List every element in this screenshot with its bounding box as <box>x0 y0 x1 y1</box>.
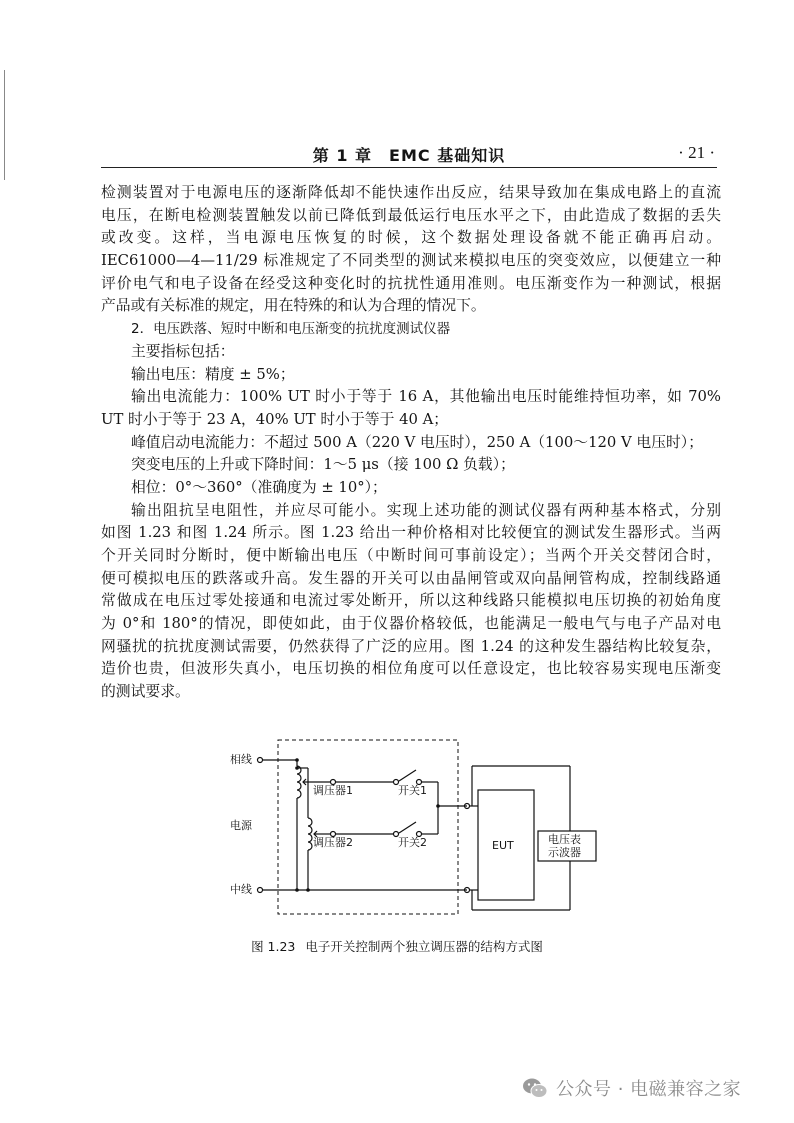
text-line: UT 时小于等于 23 A，40% UT 时小于等于 40 A； <box>101 410 449 428</box>
text-line: IEC61000—4—11/29 标准规定了不同类型的测试来模拟电压的突变效应，以便建立一种 <box>101 252 721 270</box>
text-line: 产品或有关标准的规定，用在特殊的和认为合理的情况下。 <box>101 297 486 315</box>
label-phase-line: 相线 <box>230 753 252 766</box>
text-line: 输出电压：精度 ± 5%； <box>131 365 295 383</box>
watermark <box>522 1073 741 1103</box>
text-line: 相位：0°～360°（准确度为 ± 10°）； <box>131 478 387 496</box>
page-number: · 21 · <box>678 143 715 162</box>
text-line: 如图 1.23 和图 1.24 所示。图 1.23 给出一种价格相对比较便宜的测试发生器形式。当两 <box>101 524 721 542</box>
label-voltmeter: 电压表 <box>548 833 581 846</box>
chapter-title: 第 1 章 EMC 基础知识 <box>312 146 506 165</box>
text-line: 常做成在电压过零处接通和电流过零处断开，所以这种线路只能模拟电压切换的初始角度 <box>101 592 721 610</box>
body-text <box>101 182 721 704</box>
text-line: 造价也贵，但波形失真小，电压切换的相位角度可以任意设定，也比较容易实现电压渐变 <box>101 660 721 678</box>
text-line: 电压，在断电检测装置触发以前已降低到最低运行电压水平之下，由此造成了数据的丢失 <box>101 206 721 224</box>
label-regulator-1: 调压器1 <box>313 784 353 797</box>
wechat-icon <box>522 1077 548 1099</box>
text-line: 评价电气和电子设备在经受这种变化时的抗扰性通用准则。电压渐变作为一种测试，根据 <box>101 274 721 292</box>
text-line: 个开关同时分断时，便中断输出电压（中断时间可事前设定）；当两个开关交替闭合时， <box>101 547 721 564</box>
label-regulator-2: 调压器2 <box>313 836 353 849</box>
caption-text: 电子开关控制两个独立调压器的结构方式图 <box>305 939 543 954</box>
caption-number: 图 1.23 <box>251 939 296 954</box>
text-line: 主要指标包括： <box>131 342 235 360</box>
figure-caption <box>0 937 794 955</box>
text-line: 为 0°和 180°的情况，即使如此，由于仪器价格较低，也能满足一般电气与电子产品对电 <box>101 615 721 633</box>
text-line: 的测试要求。 <box>101 683 190 701</box>
text-line: 检测装置对于电源电压的逐渐降低却不能快速作出反应，结果导致加在集成电路上的直流 <box>101 184 721 201</box>
label-switch-2: 开关2 <box>398 836 427 849</box>
text-line: 或改变。这样，当电源电压恢复的时候，这个数据处理设备就不能正确再启动。 <box>101 229 721 247</box>
text-line: 突变电压的上升或下降时间：1～5 μs（接 100 Ω 负载）； <box>131 456 515 474</box>
label-eut: EUT <box>492 839 514 852</box>
running-header <box>101 141 717 168</box>
binding-edge-mark <box>4 70 5 180</box>
text-line: 输出电流能力：100% UT 时小于等于 16 A，其他输出电压时能维持恒功率，如 70% <box>131 388 721 406</box>
text-line: 便可模拟电压的跌落或升高。发生器的开关可以由晶闸管或双向晶闸管构成，控制线路通 <box>101 569 721 587</box>
circuit-diagram <box>228 738 598 918</box>
circuit-drawing <box>228 738 598 918</box>
label-power-source: 电源 <box>230 819 252 832</box>
label-switch-1: 开关1 <box>398 784 427 797</box>
label-oscilloscope: 示波器 <box>548 846 581 859</box>
section-heading: 2．电压跌落、短时中断和电压渐变的抗扰度测试仪器 <box>131 321 451 338</box>
text-line: 输出阻抗呈电阻性，并应尽可能小。实现上述功能的测试仪器有两种基本格式，分别 <box>131 501 721 519</box>
text-line: 网骚扰的抗扰度测试需要，仍然获得了广泛的应用。图 1.24 的这种发生器结构比较复杂， <box>101 637 721 655</box>
text-line: 峰值启动电流能力：不超过 500 A（220 V 电压时），250 A（100～120 V 电压时）； <box>131 433 704 451</box>
watermark-text: 公众号 · 电磁兼容之家 <box>556 1079 742 1100</box>
label-neutral-line: 中线 <box>230 883 252 896</box>
